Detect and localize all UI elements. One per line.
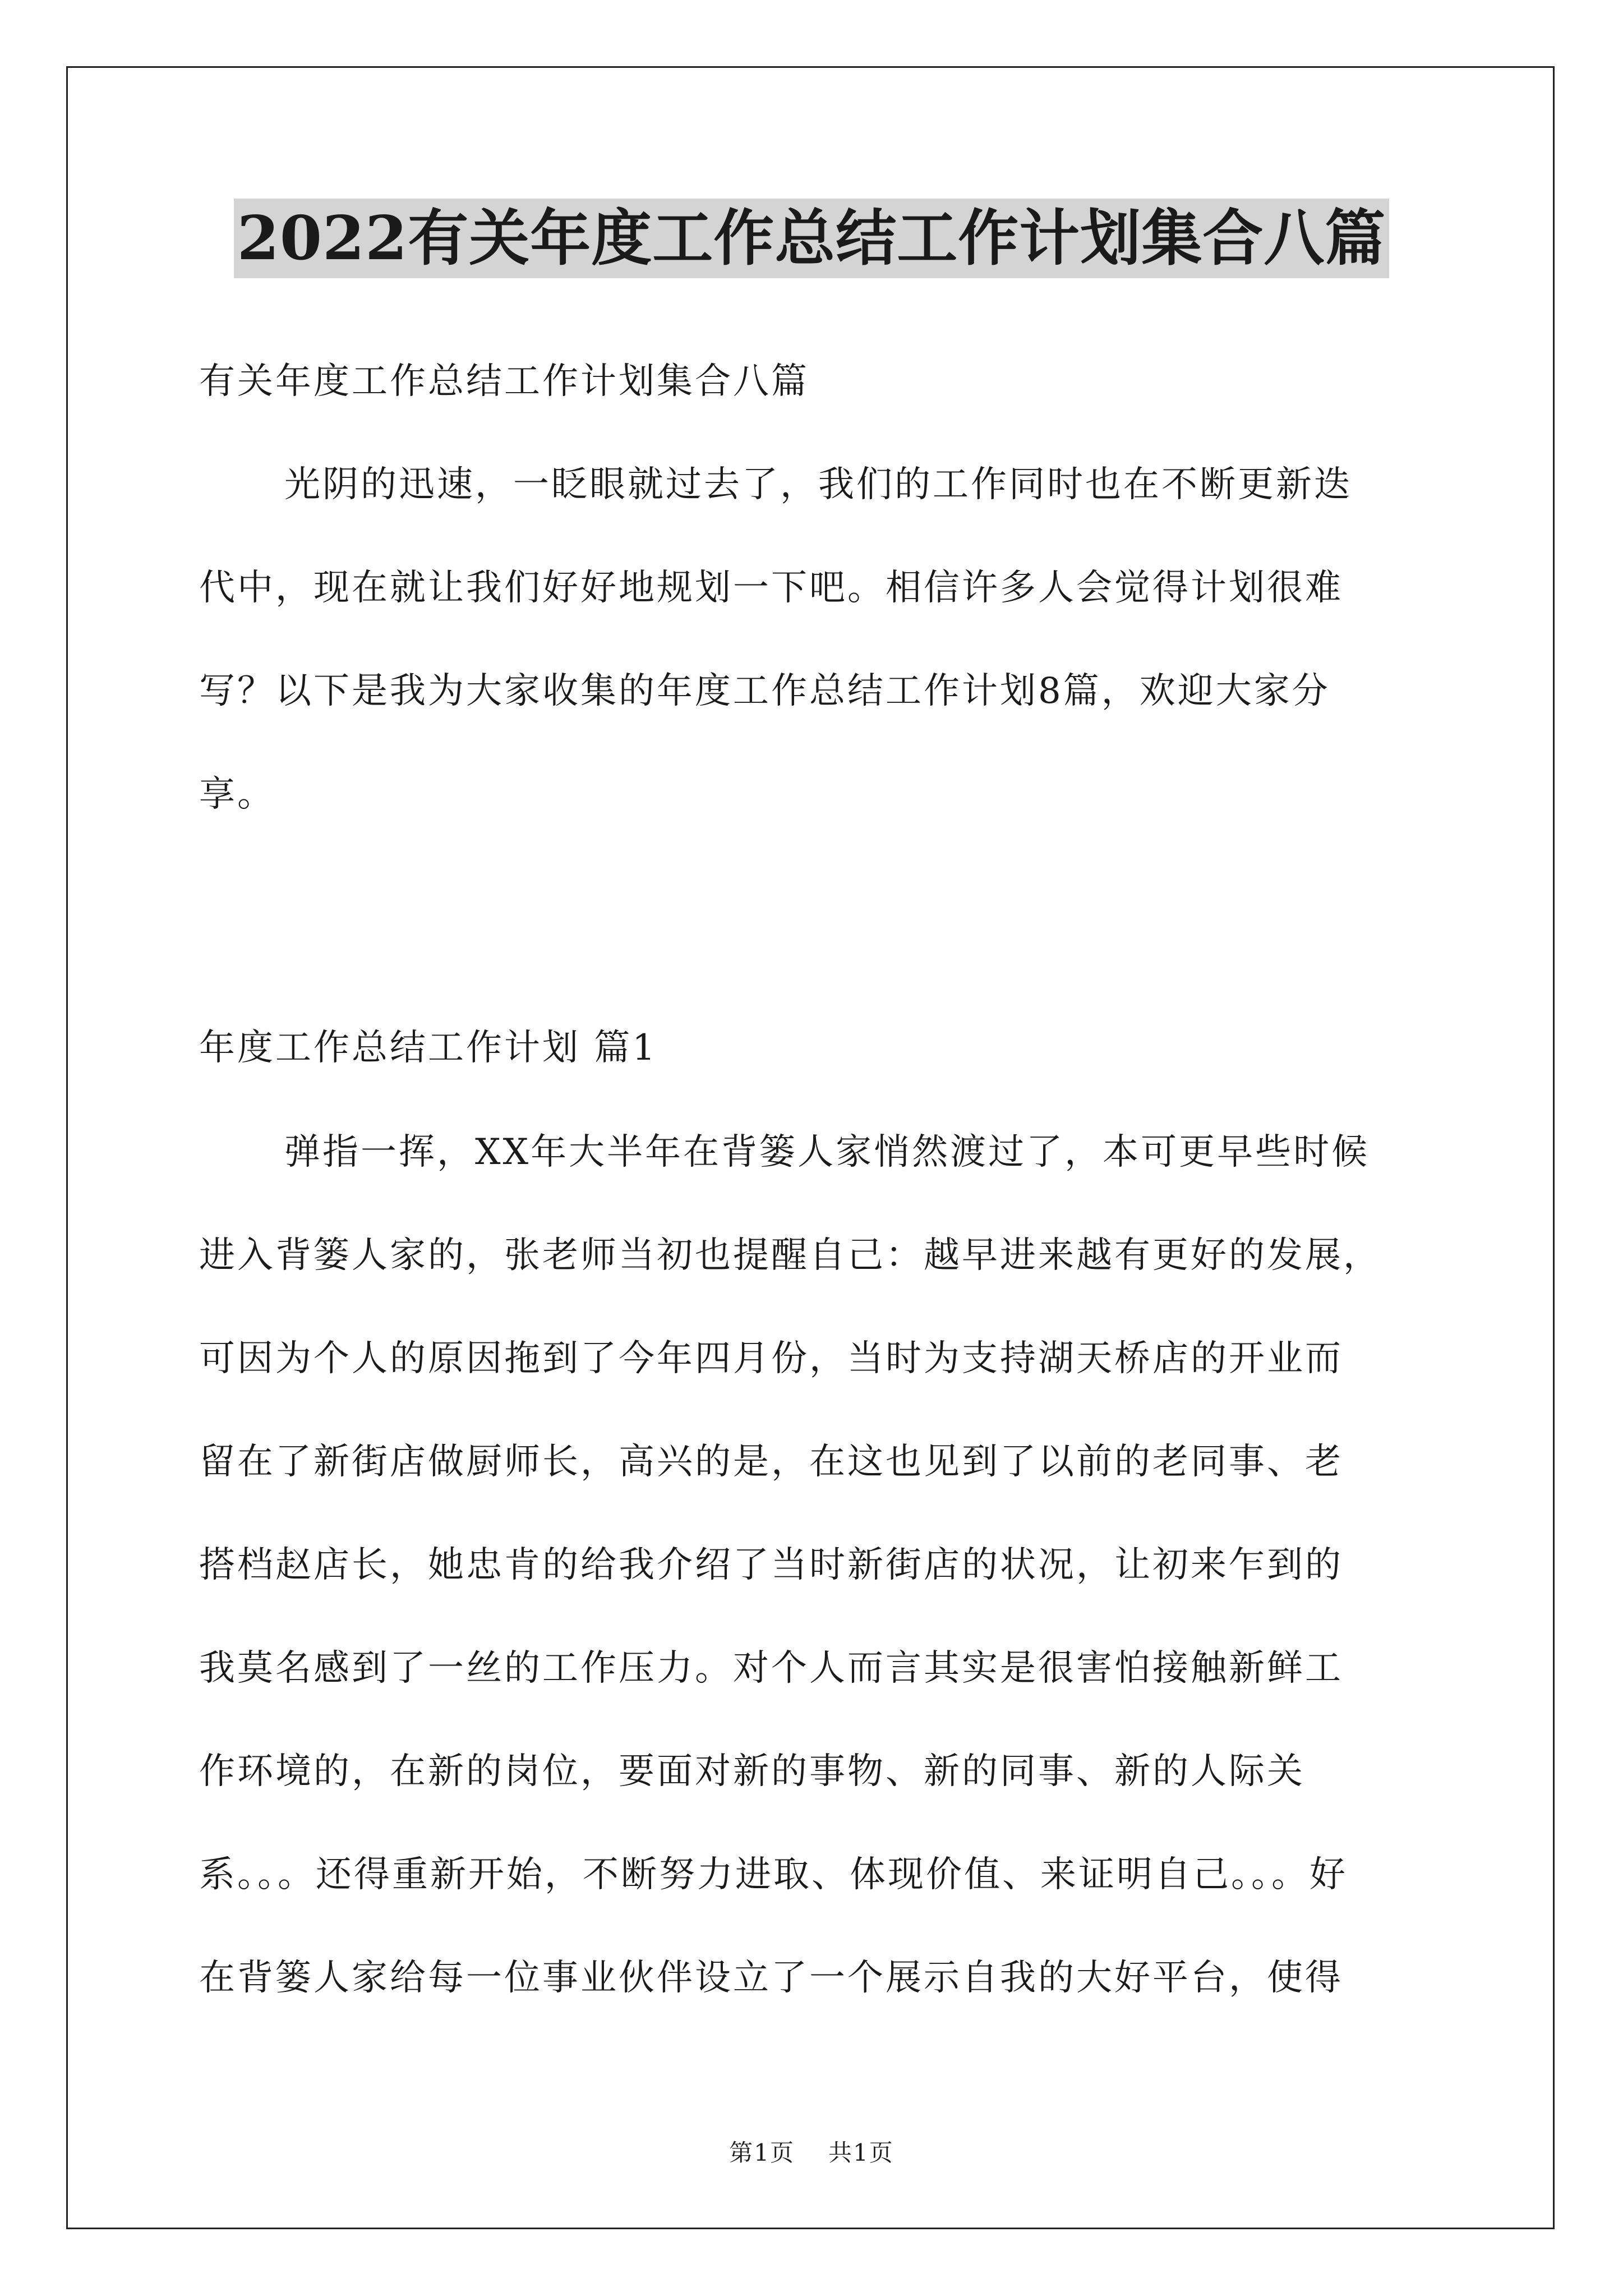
document-title-text: 2022有关年度工作总结工作计划集合八篇 (234, 199, 1390, 278)
page-footer (0, 2137, 1623, 2169)
page-total: 共1页 (828, 2139, 894, 2166)
section-line: 弹指一挥，XX年大半年在背篓人家悄然渡过了，本可更早些时候 (284, 1131, 1370, 1173)
page-number: 第1页 (729, 2139, 795, 2166)
section-line: 搭档赵店长，她忠肯的给我介绍了当时新街店的状况，让初来乍到的 (199, 1544, 1343, 1586)
intro-line: 写？以下是我为大家收集的年度工作总结工作计划8篇，欢迎大家分 (199, 670, 1330, 712)
section-line: 进入背篓人家的，张老师当初也提醒自己：越早进来越有更好的发展， (199, 1235, 1381, 1276)
document-subtitle: 有关年度工作总结工作计划集合八篇 (199, 361, 809, 402)
section-line: 作环境的，在新的岗位，要面对新的事物、新的同事、新的人际关 (199, 1751, 1305, 1792)
intro-paragraph (199, 433, 1467, 846)
section-paragraph (199, 1101, 1467, 2030)
section-line: 系。。。还得重新开始，不断努力进取、体现价值、来证明自己。。。好 (199, 1854, 1348, 1895)
section-line: 我莫名感到了一丝的工作压力。对个人而言其实是很害怕接触新鲜工 (199, 1648, 1343, 1689)
section-line: 在背篓人家给每一位事业伙伴设立了一个展示自我的大好平台，使得 (199, 1957, 1343, 1999)
intro-line: 光阴的迅速，一眨眼就过去了，我们的工作同时也在不断更新迭 (284, 464, 1352, 505)
document-title (0, 199, 1623, 278)
section-line: 可因为个人的原因拖到了今年四月份，当时为支持湖天桥店的开业而 (199, 1338, 1343, 1379)
section-line: 留在了新街店做厨师长，高兴的是，在这也见到了以前的老同事、老 (199, 1441, 1343, 1483)
intro-line: 享。 (199, 774, 275, 815)
section-heading: 年度工作总结工作计划 篇1 (199, 1027, 658, 1069)
intro-line: 代中，现在就让我们好好地规划一下吧。相信许多人会觉得计划很难 (199, 567, 1343, 609)
